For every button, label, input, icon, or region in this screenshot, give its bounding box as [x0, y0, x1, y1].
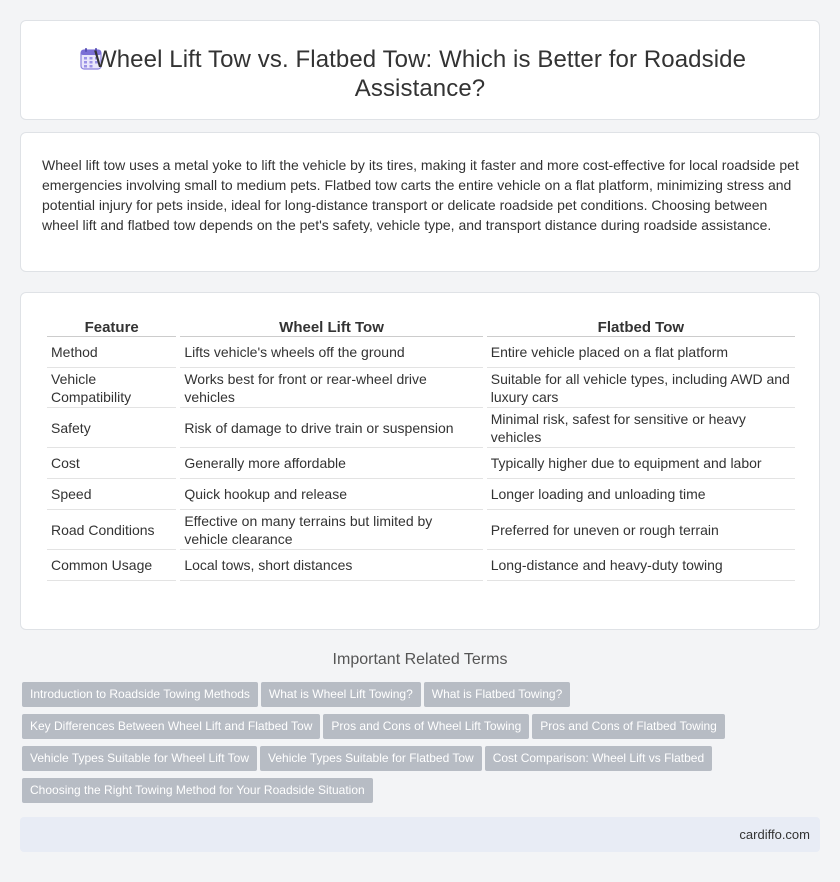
cell-wheel-lift: Works best for front or rear-wheel drive vehicles — [180, 368, 482, 408]
cell-wheel-lift: Effective on many terrains but limited by vehicle clearance — [180, 510, 482, 550]
cell-flatbed: Suitable for all vehicle types, including AWD and luxury cars — [487, 368, 795, 408]
cell-flatbed: Longer loading and unloading time — [487, 479, 795, 510]
cell-feature: Vehicle Compatibility — [47, 368, 176, 408]
cell-flatbed: Long-distance and heavy-duty towing — [487, 550, 795, 581]
footer-site-link[interactable]: cardiffo.com — [739, 827, 810, 842]
related-term-tag[interactable]: Introduction to Roadside Towing Methods — [22, 682, 258, 707]
table-row — [47, 510, 795, 550]
table-row — [47, 408, 795, 448]
cell-flatbed: Preferred for uneven or rough terrain — [487, 510, 795, 550]
cell-flatbed: Entire vehicle placed on a flat platform — [487, 337, 795, 368]
related-term-tag[interactable]: Vehicle Types Suitable for Flatbed Tow — [260, 746, 482, 771]
cell-wheel-lift: Quick hookup and release — [180, 479, 482, 510]
related-term-tag[interactable]: Cost Comparison: Wheel Lift vs Flatbed — [485, 746, 712, 771]
intro-paragraph: Wheel lift tow uses a metal yoke to lift the vehicle by its tires, making it faster and more cost-effective for local roadside pet emergencies involving small to medium pets. Flatbed tow carts the entire vehicle on a flat platform, minimizing stress and potential injury for pets inside, ideal for long-distance transport or delicate roadside pet conditions. Choosing between wheel lift and flatbed tow depends on the pet's safety, vehicle type, and transport distance during roadside assistance. — [42, 157, 799, 233]
cell-feature: Speed — [47, 479, 176, 510]
cell-feature: Common Usage — [47, 550, 176, 581]
comparison-card — [20, 292, 820, 630]
table-row — [47, 550, 795, 581]
table-header-row — [47, 317, 795, 337]
related-term-tag[interactable]: Pros and Cons of Flatbed Towing — [532, 714, 725, 739]
cell-wheel-lift: Lifts vehicle's wheels off the ground — [180, 337, 482, 368]
table-row — [47, 448, 795, 479]
related-terms-list — [22, 682, 802, 810]
cell-wheel-lift: Generally more affordable — [180, 448, 482, 479]
related-term-tag[interactable]: Key Differences Between Wheel Lift and Flatbed Tow — [22, 714, 320, 739]
header-wheel-lift: Wheel Lift Tow — [180, 317, 482, 337]
cell-wheel-lift: Risk of damage to drive train or suspension — [180, 408, 482, 448]
cell-flatbed: Typically higher due to equipment and labor — [487, 448, 795, 479]
cell-feature: Road Conditions — [47, 510, 176, 550]
header-flatbed: Flatbed Tow — [487, 317, 795, 337]
table-row — [47, 479, 795, 510]
cell-feature: Cost — [47, 448, 176, 479]
related-term-tag[interactable]: What is Flatbed Towing? — [424, 682, 571, 707]
footer — [20, 817, 820, 852]
title-card — [20, 20, 820, 120]
cell-feature: Safety — [47, 408, 176, 448]
intro-card — [20, 132, 820, 272]
table-row — [47, 337, 795, 368]
related-terms-heading: Important Related Terms — [332, 651, 508, 668]
related-term-tag[interactable]: Vehicle Types Suitable for Wheel Lift Tow — [22, 746, 257, 771]
cell-flatbed: Minimal risk, safest for sensitive or heavy vehicles — [487, 408, 795, 448]
related-term-tag[interactable]: Pros and Cons of Wheel Lift Towing — [323, 714, 529, 739]
related-term-tag[interactable]: Choosing the Right Towing Method for Your Roadside Situation — [22, 778, 373, 803]
header-feature: Feature — [47, 317, 176, 337]
related-term-tag[interactable]: What is Wheel Lift Towing? — [261, 682, 421, 707]
page-title: Wheel Lift Tow vs. Flatbed Tow: Which is Better for Roadside Assistance? — [93, 46, 747, 102]
cell-wheel-lift: Local tows, short distances — [180, 550, 482, 581]
cell-feature: Method — [47, 337, 176, 368]
table-row — [47, 368, 795, 408]
comparison-table — [43, 317, 799, 581]
